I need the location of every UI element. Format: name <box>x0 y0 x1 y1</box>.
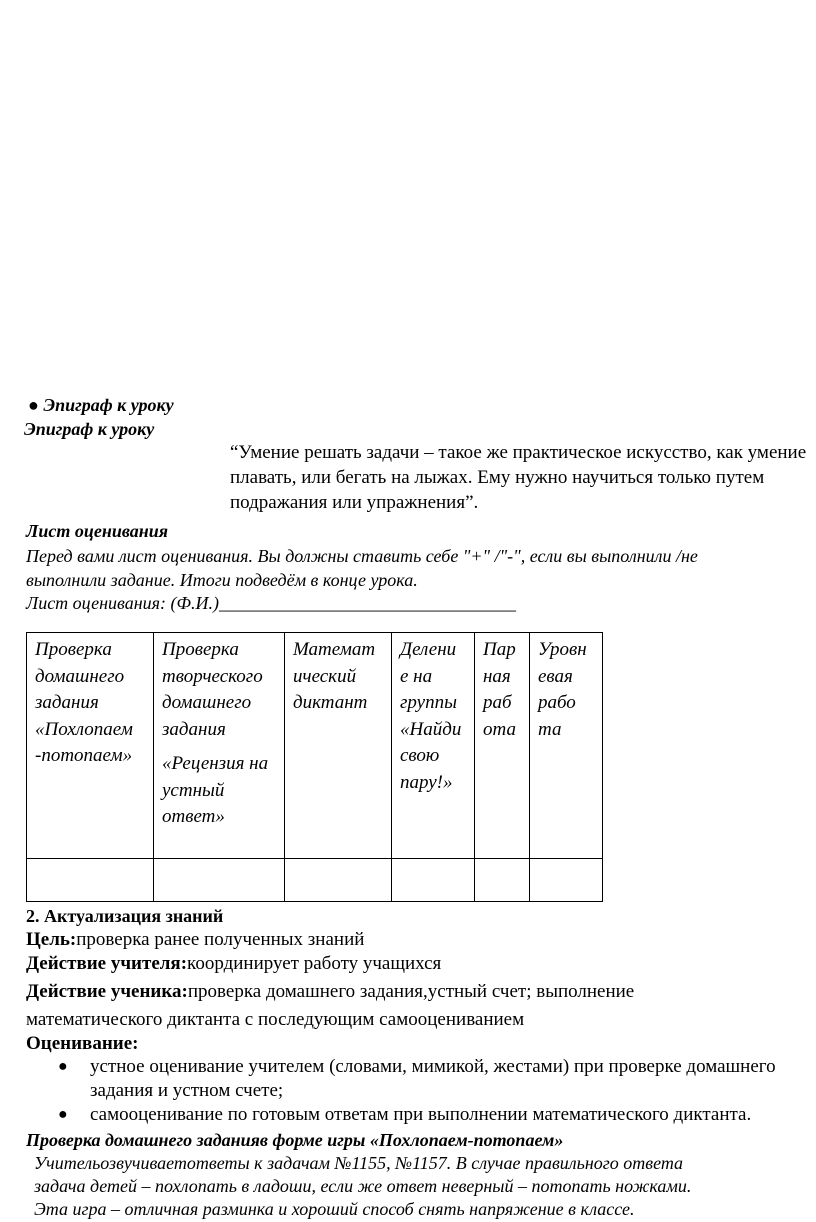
goal-text: проверка ранее полученных знаний <box>76 929 365 950</box>
section2-teacher-action <box>26 951 441 977</box>
assessment-instruction-line2: выполнили задание. Итоги подведём в конце урока. <box>26 570 418 590</box>
table-cell-empty[interactable] <box>27 859 154 902</box>
bullet-dot: ● <box>28 395 39 415</box>
assessment-instruction-line1: Перед вами лист оценивания. Вы должны ставить себе "+" /"-", если вы выполнили /не <box>26 546 698 566</box>
homework-line2: задача детей – похлопать в ладоши, если же ответ неверный – потопать ножками. <box>34 1176 692 1196</box>
assessment-title: Лист оценивания <box>26 521 169 541</box>
epigraph-bullet-heading: ● Эпиграф к уроку <box>28 395 174 415</box>
table-header-row <box>27 633 603 859</box>
homework-title: Проверка домашнего заданияв форме игры «Похлопаем-потопаем» <box>26 1130 564 1150</box>
column-group-division: Делени е на группы «Найди свою пару!» <box>392 633 475 859</box>
teacher-text: координирует работу учащихся <box>187 953 442 974</box>
column-creative-homework: Проверка творческого домашнего задания «Рецензия на устный ответ» <box>154 633 285 859</box>
homework-line1: Учительозвучиваетответы к задачам №1155, №1157. В случае правильного ответа <box>34 1153 684 1173</box>
column-level-work: Уровн евая рабо та <box>530 633 603 859</box>
epigraph-quote: “Умение решать задачи – такое же практическое искусство, как умение плавать, или бегать на лыжах. Ему нужно научиться только путем подражания или упражнения”. <box>230 442 807 513</box>
eval-item: устное оценивание учителем (словами, мимикой, жестами) при проверке домашнего задания и устном счете; <box>90 1056 776 1101</box>
column-pair-work: Пар ная раб ота <box>475 633 530 859</box>
epigraph-heading: Эпиграф к уроку <box>24 419 155 439</box>
bullet-dot: ● <box>58 1058 68 1075</box>
section2-student-action-cont: математического диктанта с последующим самооцениванием <box>26 1009 525 1030</box>
table-cell-empty[interactable] <box>392 859 475 902</box>
table-cell-empty[interactable] <box>285 859 392 902</box>
column-homework-check: Проверка домашнего задания «Похлопаем -потопаем» <box>27 633 154 859</box>
section2-student-action <box>26 979 634 1005</box>
table-cell-empty[interactable] <box>154 859 285 902</box>
assessment-name-line: Лист оценивания: (Ф.И.)_________________________________ <box>26 593 516 613</box>
eval-item: самооценивание по готовым ответам при выполнении математического диктанта. <box>90 1104 752 1125</box>
student-text: проверка домашнего задания,устный счет; выполнение <box>187 981 635 1002</box>
column-math-dictation: Математ ический диктант <box>285 633 392 859</box>
table-cell-empty[interactable] <box>475 859 530 902</box>
homework-line3: Эта игра – отличная разминка и хороший способ снять напряжение в классе. <box>34 1199 635 1219</box>
section2-goal <box>26 927 364 953</box>
assessment-table <box>26 632 603 902</box>
table-row <box>27 859 603 902</box>
goal-label: Цель: <box>26 929 77 950</box>
section2-heading: 2. Актуализация знаний <box>26 906 224 926</box>
table-cell-empty[interactable] <box>530 859 603 902</box>
section2-eval-label: Оценивание: <box>26 1033 139 1054</box>
bullet-dot: ● <box>58 1106 68 1123</box>
teacher-label: Действие учителя: <box>26 953 188 974</box>
student-label: Действие ученика: <box>26 981 188 1002</box>
